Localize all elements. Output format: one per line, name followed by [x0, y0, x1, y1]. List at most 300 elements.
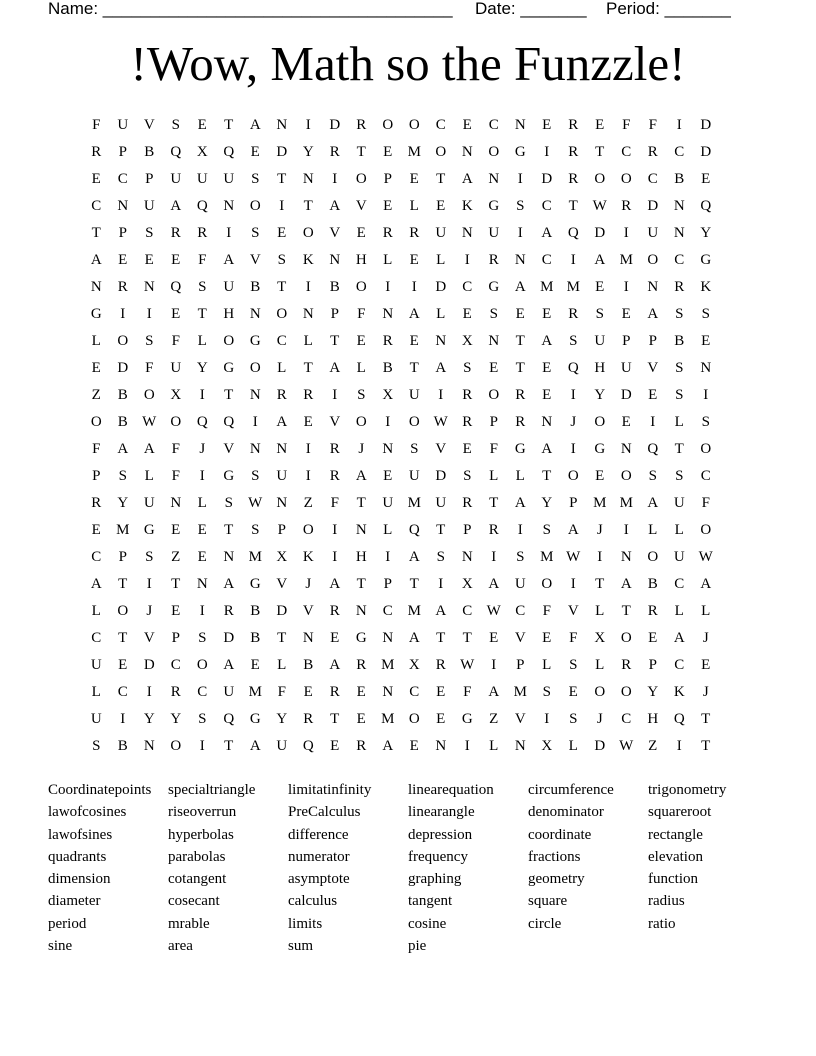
grid-row [83, 573, 719, 600]
grid-letter: E [356, 333, 366, 349]
word-bank-item: denominator [528, 804, 604, 821]
grid-letter: N [620, 441, 632, 457]
grid-letter: T [409, 360, 419, 376]
grid-letter: X [408, 657, 420, 673]
grid-letter: N [647, 279, 659, 295]
word-bank-item: linearangle [408, 804, 475, 821]
grid-letter: F [357, 306, 366, 322]
grid-letter: J [596, 711, 603, 727]
grid-row [83, 627, 719, 654]
grid-row [83, 681, 719, 708]
grid-letter: U [382, 495, 394, 511]
grid-letter: E [171, 603, 181, 619]
grid-letter: U [408, 468, 420, 484]
grid-letter: E [701, 333, 711, 349]
grid-letter: R [462, 495, 473, 511]
grid-letter: T [701, 738, 711, 754]
grid-letter: J [199, 441, 206, 457]
grid-letter: A [223, 657, 235, 673]
grid-letter: A [673, 630, 685, 646]
word-bank-item: numerator [288, 848, 350, 865]
grid-letter: L [648, 522, 658, 538]
grid-letter: T [277, 171, 287, 187]
grid-letter: A [541, 441, 553, 457]
grid-letter: B [250, 630, 261, 646]
grid-letter: T [701, 711, 711, 727]
grid-letter: M [407, 603, 421, 619]
grid-letter: M [407, 495, 421, 511]
grid-letter: S [251, 225, 260, 241]
word-bank-item: dimension [48, 871, 111, 888]
grid-letter: K [302, 549, 314, 565]
grid-letter: N [514, 252, 526, 268]
grid-letter: D [276, 603, 288, 619]
grid-letter: E [383, 144, 393, 160]
grid-letter: R [276, 387, 287, 403]
grid-letter: T [462, 630, 472, 646]
grid-letter: P [489, 414, 498, 430]
grid-letter: P [330, 306, 339, 322]
grid-letter: E [648, 630, 658, 646]
grid-letter: M [248, 549, 262, 565]
grid-letter: K [673, 684, 685, 700]
grid-row [83, 357, 719, 384]
grid-letter: Q [567, 360, 579, 376]
grid-letter: O [408, 117, 420, 133]
grid-letter: X [594, 630, 606, 646]
grid-letter: S [224, 495, 233, 511]
grid-letter: U [223, 171, 235, 187]
grid-letter: O [700, 522, 712, 538]
grid-letter: S [463, 468, 472, 484]
grid-letter: P [118, 144, 127, 160]
grid-letter: S [463, 360, 472, 376]
grid-letter: S [145, 225, 154, 241]
grid-letter: V [355, 198, 367, 214]
grid-letter: K [700, 279, 712, 295]
grid-letter: V [514, 630, 526, 646]
grid-letter: G [461, 711, 473, 727]
grid-letter: E [171, 306, 181, 322]
grid-letter: B [303, 657, 314, 673]
grid-letter: Y [143, 711, 155, 727]
grid-letter: Z [303, 495, 313, 511]
grid-letter: V [647, 360, 659, 376]
grid-letter: Q [223, 711, 235, 727]
word-bank-item: period [48, 915, 87, 932]
grid-letter: R [329, 603, 340, 619]
grid-letter: I [570, 387, 576, 403]
grid-row [83, 141, 719, 168]
grid-letter: A [408, 306, 420, 322]
grid-letter: F [92, 441, 101, 457]
grid-letter: W [486, 603, 501, 619]
grid-letter: P [383, 171, 392, 187]
grid-letter: E [595, 468, 605, 484]
grid-letter: R [303, 711, 314, 727]
worksheet-header [0, 0, 816, 21]
word-bank-item: cotangent [168, 871, 227, 888]
grid-letter: L [674, 414, 684, 430]
grid-letter: N [382, 441, 394, 457]
grid-letter: I [623, 279, 629, 295]
grid-letter: R [621, 198, 632, 214]
grid-letter: V [435, 441, 447, 457]
grid-letter: N [461, 144, 473, 160]
grid-letter: A [435, 603, 447, 619]
grid-letter: H [223, 306, 235, 322]
grid-letter: T [224, 738, 234, 754]
grid-letter: U [488, 225, 500, 241]
grid-letter: L [674, 522, 684, 538]
grid-letter: N [249, 387, 261, 403]
grid-letter: R [329, 468, 340, 484]
grid-letter: J [570, 414, 577, 430]
grid-letter: A [143, 441, 155, 457]
grid-letter: S [198, 711, 207, 727]
grid-letter: U [223, 684, 235, 700]
grid-letter: I [305, 117, 311, 133]
grid-letter: T [515, 360, 525, 376]
grid-letter: Q [700, 198, 712, 214]
grid-letter: E [330, 630, 340, 646]
grid-letter: R [462, 387, 473, 403]
grid-letter: P [648, 333, 657, 349]
grid-letter: I [570, 441, 576, 457]
grid-letter: I [305, 441, 311, 457]
grid-letter: D [276, 144, 288, 160]
grid-letter: N [435, 738, 447, 754]
grid-letter: L [595, 603, 605, 619]
grid-row [83, 114, 719, 141]
grid-letter: I [650, 414, 656, 430]
grid-letter: O [620, 630, 632, 646]
word-bank-item: fractions [528, 848, 581, 865]
grid-letter: U [514, 576, 526, 592]
grid-letter: O [249, 360, 261, 376]
grid-letter: T [224, 117, 234, 133]
word-bank-item: cosecant [168, 893, 220, 910]
period-field-label: Period: _______ [606, 0, 731, 18]
grid-letter: T [621, 603, 631, 619]
grid-letter: R [329, 441, 340, 457]
grid-letter: L [277, 360, 287, 376]
grid-letter: A [329, 576, 341, 592]
grid-letter: C [541, 252, 552, 268]
grid-letter: T [303, 198, 313, 214]
word-bank-item: lawofsines [48, 826, 113, 843]
grid-letter: P [383, 576, 392, 592]
grid-letter: R [356, 117, 367, 133]
grid-letter: Q [567, 225, 579, 241]
word-bank-item: PreCalculus [288, 804, 361, 821]
word-bank-item: squareroot [648, 804, 712, 821]
grid-letter: T [224, 387, 234, 403]
grid-letter: N [90, 279, 102, 295]
grid-letter: I [332, 549, 338, 565]
grid-letter: E [436, 198, 446, 214]
grid-letter: L [595, 657, 605, 673]
grid-row [83, 276, 719, 303]
grid-letter: S [675, 360, 684, 376]
grid-letter: E [303, 684, 313, 700]
grid-letter: E [462, 441, 472, 457]
grid-letter: M [513, 684, 527, 700]
grid-letter: T [356, 576, 366, 592]
grid-letter: R [356, 657, 367, 673]
grid-letter: I [199, 738, 205, 754]
grid-letter: V [276, 576, 288, 592]
grid-letter: C [488, 117, 499, 133]
grid-letter: N [514, 117, 526, 133]
grid-letter: E [171, 522, 181, 538]
grid-letter: G [249, 333, 261, 349]
grid-letter: Q [647, 441, 659, 457]
grid-letter: C [382, 603, 393, 619]
grid-letter: O [408, 711, 420, 727]
grid-letter: T [303, 360, 313, 376]
grid-letter: L [489, 468, 499, 484]
grid-letter: E [277, 225, 287, 241]
grid-letter: C [170, 657, 181, 673]
grid-letter: S [251, 522, 260, 538]
grid-letter: E [462, 306, 472, 322]
grid-letter: Q [196, 414, 208, 430]
grid-letter: E [542, 360, 552, 376]
grid-letter: Y [594, 387, 606, 403]
word-bank-item: circumference [528, 782, 614, 798]
grid-letter: E [250, 144, 260, 160]
grid-letter: T [515, 333, 525, 349]
grid-letter: T [224, 522, 234, 538]
grid-letter: U [143, 495, 155, 511]
grid-letter: S [198, 279, 207, 295]
grid-letter: O [541, 576, 553, 592]
grid-letter: S [675, 387, 684, 403]
grid-letter: P [118, 549, 127, 565]
grid-letter: Z [171, 549, 181, 565]
grid-letter: P [277, 522, 286, 538]
word-bank-item: area [168, 938, 193, 955]
grid-letter: N [302, 630, 314, 646]
grid-letter: F [171, 441, 180, 457]
word-bank-item: specialtriangle [168, 782, 256, 798]
grid-letter: D [117, 360, 129, 376]
word-bank-item: riseoverrun [168, 804, 237, 821]
grid-letter: Y [117, 495, 129, 511]
word-bank-item: lawofcosines [48, 804, 127, 821]
grid-letter: E [542, 387, 552, 403]
grid-letter: B [329, 279, 340, 295]
grid-letter: G [90, 306, 102, 322]
grid-letter: E [118, 252, 128, 268]
grid-letter: V [329, 225, 341, 241]
grid-letter: I [464, 252, 470, 268]
word-bank-item: diameter [48, 893, 101, 910]
grid-letter: N [302, 171, 314, 187]
grid-letter: V [514, 711, 526, 727]
grid-letter: S [198, 630, 207, 646]
grid-letter: M [116, 522, 130, 538]
grid-letter: R [223, 603, 234, 619]
word-bank-column [408, 779, 528, 957]
grid-letter: X [461, 333, 473, 349]
grid-letter: N [382, 684, 394, 700]
grid-letter: H [594, 360, 606, 376]
grid-letter: O [647, 549, 659, 565]
grid-letter: U [673, 495, 685, 511]
grid-letter: U [223, 279, 235, 295]
grid-letter: L [144, 468, 154, 484]
grid-letter: R [647, 144, 658, 160]
grid-letter: B [117, 738, 128, 754]
grid-letter: E [701, 171, 711, 187]
grid-letter: L [383, 252, 393, 268]
grid-letter: O [435, 144, 447, 160]
grid-letter: I [411, 279, 417, 295]
word-bank [48, 779, 768, 957]
grid-letter: I [623, 225, 629, 241]
grid-letter: I [517, 522, 523, 538]
grid-letter: U [647, 225, 659, 241]
grid-letter: H [355, 549, 367, 565]
grid-letter: O [647, 252, 659, 268]
grid-letter: B [647, 576, 658, 592]
grid-letter: N [382, 630, 394, 646]
grid-letter: N [329, 252, 341, 268]
grid-letter: E [409, 333, 419, 349]
word-bank-item: hyperbolas [168, 826, 234, 843]
grid-letter: W [566, 549, 581, 565]
grid-letter: I [570, 252, 576, 268]
grid-letter: P [463, 522, 472, 538]
grid-letter: R [568, 144, 579, 160]
grid-letter: R [382, 333, 393, 349]
grid-letter: L [383, 522, 393, 538]
grid-letter: V [567, 603, 579, 619]
grid-letter: E [621, 414, 631, 430]
grid-letter: O [594, 414, 606, 430]
grid-letter: S [701, 306, 710, 322]
grid-row [83, 735, 719, 762]
grid-letter: R [170, 225, 181, 241]
grid-letter: E [383, 198, 393, 214]
grid-letter: F [92, 117, 101, 133]
grid-letter: I [385, 279, 391, 295]
grid-letter: O [117, 333, 129, 349]
grid-letter: B [250, 603, 261, 619]
grid-letter: T [356, 144, 366, 160]
grid-letter: A [567, 522, 579, 538]
grid-letter: T [277, 630, 287, 646]
grid-letter: W [142, 414, 157, 430]
grid-letter: I [517, 171, 523, 187]
grid-letter: D [594, 738, 606, 754]
word-bank-item: geometry [528, 871, 585, 888]
grid-letter: C [409, 684, 420, 700]
grid-letter: F [171, 333, 180, 349]
grid-letter: O [355, 414, 367, 430]
word-bank-column [648, 779, 768, 957]
grid-letter: O [302, 522, 314, 538]
grid-letter: N [355, 522, 367, 538]
grid-letter: X [461, 576, 473, 592]
grid-letter: R [674, 279, 685, 295]
grid-letter: C [647, 171, 658, 187]
grid-row [83, 384, 719, 411]
grid-letter: V [302, 603, 314, 619]
grid-letter: E [91, 522, 101, 538]
grid-letter: Q [196, 198, 208, 214]
grid-letter: L [303, 333, 313, 349]
grid-letter: J [596, 522, 603, 538]
word-bank-item: radius [648, 893, 685, 910]
grid-letter: O [90, 414, 102, 430]
grid-letter: B [250, 279, 261, 295]
grid-letter: K [461, 198, 473, 214]
grid-letter: F [198, 252, 207, 268]
grid-letter: N [382, 306, 394, 322]
grid-letter: O [594, 684, 606, 700]
grid-letter: F [489, 441, 498, 457]
grid-letter: T [595, 576, 605, 592]
grid-letter: N [223, 549, 235, 565]
grid-letter: D [700, 144, 712, 160]
grid-letter: I [305, 279, 311, 295]
word-bank-item: limitatinfinity [288, 782, 372, 798]
grid-letter: R [329, 144, 340, 160]
grid-letter: E [621, 306, 631, 322]
grid-letter: N [673, 225, 685, 241]
grid-letter: E [542, 306, 552, 322]
grid-letter: W [698, 549, 713, 565]
grid-letter: R [197, 225, 208, 241]
grid-letter: G [249, 576, 261, 592]
grid-letter: M [619, 495, 633, 511]
grid-letter: T [542, 468, 552, 484]
grid-letter: I [279, 198, 285, 214]
grid-letter: S [145, 333, 154, 349]
grid-letter: T [436, 171, 446, 187]
grid-letter: C [674, 144, 685, 160]
grid-letter: C [515, 603, 526, 619]
grid-letter: E [436, 711, 446, 727]
grid-letter: I [199, 387, 205, 403]
grid-letter: Y [276, 711, 288, 727]
grid-letter: E [515, 306, 525, 322]
grid-letter: S [675, 306, 684, 322]
grid-letter: C [91, 198, 102, 214]
grid-letter: A [647, 306, 659, 322]
grid-letter: E [197, 522, 207, 538]
grid-letter: P [145, 171, 154, 187]
grid-letter: O [355, 279, 367, 295]
grid-letter: O [355, 171, 367, 187]
grid-row [83, 519, 719, 546]
grid-letter: R [117, 279, 128, 295]
grid-letter: R [329, 684, 340, 700]
grid-letter: T [197, 306, 207, 322]
grid-letter: O [382, 117, 394, 133]
grid-letter: E [595, 117, 605, 133]
grid-letter: I [517, 225, 523, 241]
grid-letter: M [619, 252, 633, 268]
grid-letter: D [620, 387, 632, 403]
grid-letter: G [700, 252, 712, 268]
grid-letter: G [488, 198, 500, 214]
grid-letter: E [197, 549, 207, 565]
grid-letter: U [170, 171, 182, 187]
